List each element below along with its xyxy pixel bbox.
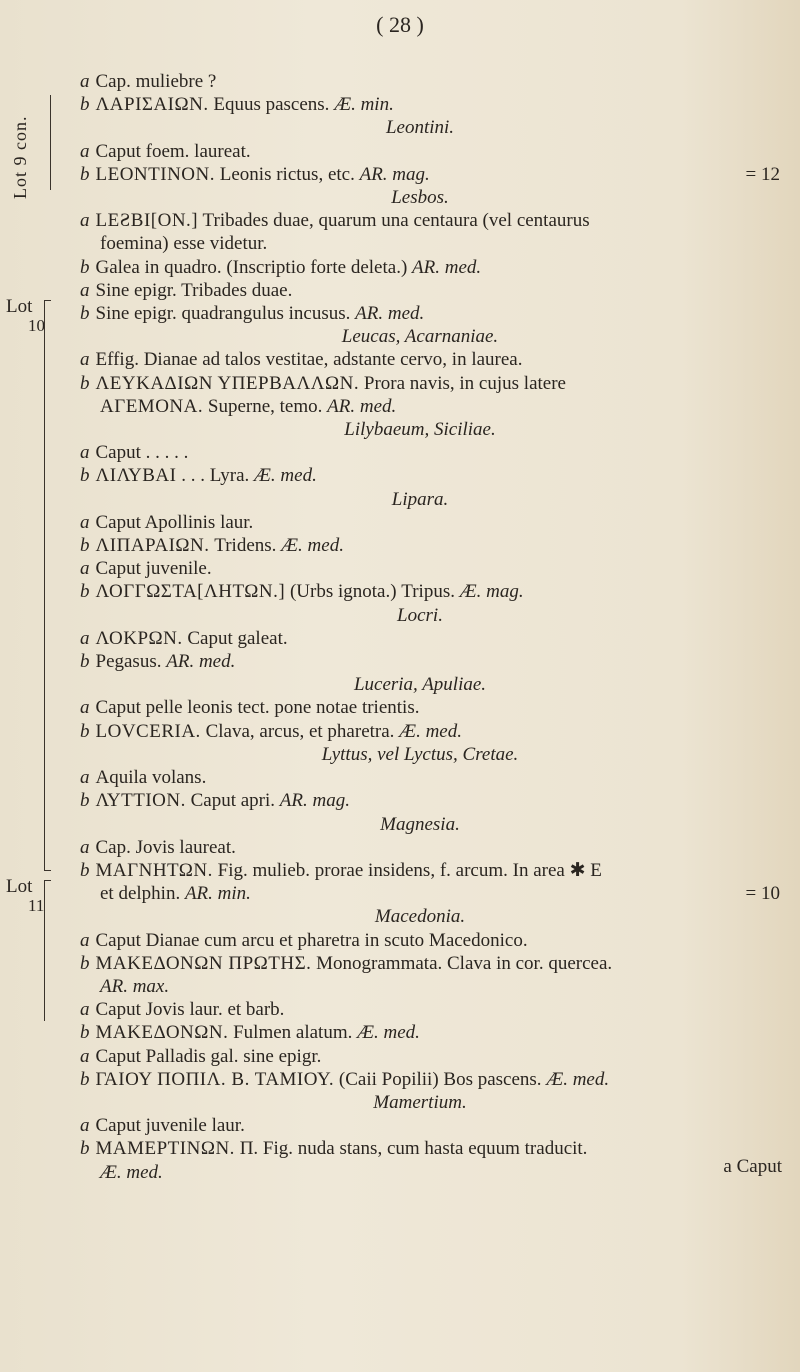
section-heading: Lyttus, vel Lyctus, Cretae.: [321, 743, 519, 765]
description: Leonis rictus, etc.: [215, 163, 360, 185]
entry-side-label: b: [80, 303, 90, 325]
entry-side-label: b: [80, 94, 90, 116]
description: (Caii Popilii) Bos pascens.: [334, 1068, 547, 1090]
description: Monogrammata. Clava in cor. quercea.: [311, 952, 613, 974]
entry-continuation: [60, 975, 780, 998]
lot-bracket: [44, 300, 51, 851]
metal-size: AR. min.: [184, 883, 251, 905]
description: Cap. Jovis laureat.: [95, 836, 236, 858]
inscription: ΛΑΡΙΣΑΙΩΝ.: [95, 94, 209, 116]
coin-entry: [60, 650, 780, 673]
description: Caput juvenile.: [95, 558, 212, 580]
metal-size: Æ. med.: [546, 1068, 610, 1090]
entry-side-label: a: [80, 140, 90, 162]
coin-count: = 10: [745, 883, 780, 905]
description: Prora navis, in cujus latere: [359, 372, 566, 394]
coin-entry: [60, 766, 780, 789]
description: Caput juvenile laur.: [95, 1115, 245, 1137]
entry-side-label: a: [80, 697, 90, 719]
entry-side-label: a: [80, 349, 90, 371]
metal-size: AR. med.: [327, 395, 397, 417]
coin-entry: [60, 372, 780, 395]
entry-side-label: a: [80, 558, 90, 580]
entry-side-label: b: [80, 1138, 90, 1160]
coin-entry: [60, 952, 780, 975]
coin-entry: [60, 441, 780, 464]
description: Clava, arcus, et pharetra.: [200, 720, 400, 742]
inscription: ΓΑΙΟΥ ΠΟΠΙΛ. Β. ΤΑΜΙΟΥ.: [95, 1068, 335, 1090]
entry-continuation: [60, 882, 780, 905]
lot-number: 11: [28, 896, 45, 915]
section-heading: Luceria, Apuliae.: [353, 674, 487, 696]
inscription: ΜΑΚΕΔΟΝΩΝ.: [95, 1022, 229, 1044]
entry-side-label: a: [80, 71, 90, 92]
metal-size: Æ. med.: [281, 535, 344, 557]
section-heading: Locri.: [397, 604, 443, 626]
entry-side-label: b: [80, 465, 90, 487]
entry-side-label: a: [80, 929, 90, 951]
inscription: ΛΕΥΚΑΔΙΩΝ ΥΠΕΡΒΑΛΛΩΝ.: [95, 372, 360, 394]
description: Caput Apollinis laur.: [95, 511, 254, 533]
entry-side-label: b: [80, 535, 90, 557]
description: (Urbs ignota.) Tripus.: [285, 581, 460, 603]
coin-entry: [60, 256, 780, 279]
coin-entry: [60, 1021, 780, 1044]
entry-side-label: a: [80, 511, 90, 533]
description: Pegasus.: [95, 651, 167, 673]
metal-size: AR. mag.: [359, 163, 430, 185]
coin-entry: [60, 279, 780, 302]
inscription: LEONTINON.: [95, 163, 216, 185]
section-heading: Lilybaeum, Siciliae.: [344, 419, 496, 441]
description: et delphin.: [100, 883, 185, 905]
entry-side-label: a: [80, 279, 90, 301]
entry-side-label: b: [80, 859, 90, 881]
lot-marker: [6, 297, 45, 335]
metal-size: AR. med.: [355, 303, 425, 325]
description: Sine epigr. Tribades duae.: [95, 279, 293, 301]
coin-entry: [60, 464, 780, 487]
coin-entry: [60, 720, 780, 743]
inscription: ΛΟΓΓΩΣΤΑ[ΛΗΤΩΝ.]: [95, 581, 286, 603]
coin-entry: [60, 209, 780, 232]
entry-side-label: b: [80, 790, 90, 812]
lot-marker: [6, 877, 44, 915]
inscription: LEƧBI[ON.]: [95, 210, 199, 232]
entry-continuation: [60, 1161, 780, 1184]
inscription: ΛΙΛΥΒΑΙ: [95, 465, 177, 487]
section-heading: Lipara.: [391, 488, 449, 510]
description: Effig. Dianae ad talos vestitae, adstante cervo, in laurea.: [95, 349, 523, 371]
entry-side-label: a: [80, 627, 90, 649]
coin-entry: [60, 998, 780, 1021]
metal-size: AR. med.: [412, 256, 482, 278]
coin-entry: [60, 1045, 780, 1068]
description: Caput galeat.: [182, 627, 288, 649]
description: Equus pascens.: [208, 94, 335, 116]
coin-entry: [60, 534, 780, 557]
coin-entry: [60, 1137, 780, 1160]
description: Caput Jovis laur. et barb.: [95, 999, 285, 1021]
description: Aquila volans.: [95, 767, 207, 789]
entry-side-label: b: [80, 651, 90, 673]
group-bracket: [50, 95, 51, 190]
metal-size: Æ. med.: [357, 1022, 420, 1044]
entry-continuation: [60, 395, 780, 418]
inscription: ΛΥΤΤΙΟΝ.: [95, 790, 186, 812]
entry-side-label: b: [80, 1068, 90, 1090]
side-note: Lot 9 con.: [10, 115, 30, 199]
coin-entry: [60, 348, 780, 371]
description: Fulmen alatum.: [228, 1022, 358, 1044]
inscription: ΑΓΕΜΟΝΑ.: [100, 395, 204, 417]
description: Caput Palladis gal. sine epigr.: [95, 1045, 322, 1067]
description: Superne, temo.: [203, 395, 328, 417]
entry-side-label: b: [80, 720, 90, 742]
coin-entry: [60, 859, 780, 882]
entry-side-label: b: [80, 952, 90, 974]
inscription: LOVCERIA.: [95, 720, 201, 742]
metal-size: Æ. mag.: [459, 581, 524, 603]
entry-side-label: b: [80, 163, 90, 185]
metal-size: AR. mag.: [279, 790, 350, 812]
lot-label: Lot: [6, 876, 33, 897]
coin-entry: [60, 93, 780, 116]
section-heading: Mamertium.: [373, 1091, 467, 1113]
metal-size: Æ. med.: [254, 465, 317, 487]
description: Sine epigr. quadrangulus incusus.: [95, 303, 356, 325]
coin-count: = 12: [745, 163, 780, 185]
entry-side-label: a: [80, 442, 90, 464]
entry-continuation: [60, 232, 780, 255]
lot-bracket-end: [44, 850, 51, 871]
inscription: ΜΑΚΕΔΟΝΩΝ ΠΡΩΤΗΣ.: [95, 952, 312, 974]
description: Tribades duae, quarum una centaura (vel centaurus: [198, 210, 590, 232]
description: Caput pelle leonis tect. pone notae trientis.: [95, 697, 420, 719]
coin-entry: [60, 140, 780, 163]
lot-label: Lot: [6, 296, 33, 317]
coin-entry: [60, 163, 780, 186]
metal-size: Æ. med.: [399, 720, 462, 742]
entry-side-label: b: [80, 256, 90, 278]
lot-bracket: [44, 880, 51, 1021]
catalogue-text: [60, 70, 780, 1184]
coin-entry: [60, 627, 780, 650]
metal-size: Æ. min.: [334, 94, 394, 116]
entry-side-label: a: [80, 1045, 90, 1067]
description: Caput apri.: [185, 790, 280, 812]
metal-size: AR. med.: [166, 651, 236, 673]
section-heading: Leontini.: [385, 117, 455, 139]
section-heading: Macedonia.: [374, 906, 466, 928]
description: . . . Lyra.: [176, 465, 255, 487]
description: Caput foem. laureat.: [95, 140, 251, 162]
entry-side-label: b: [80, 1022, 90, 1044]
page-number: ( 28 ): [376, 12, 424, 37]
coin-entry: [60, 557, 780, 580]
coin-entry: [60, 511, 780, 534]
description: Caput Dianae cum arcu et pharetra in scuto Macedonico.: [95, 929, 528, 951]
inscription: ΜΑΓΝΗΤΩΝ.: [95, 859, 213, 881]
coin-entry: [60, 70, 780, 93]
entry-side-label: a: [80, 767, 90, 789]
coin-entry: [60, 580, 780, 603]
coin-entry: [60, 696, 780, 719]
coin-entry: [60, 302, 780, 325]
entry-side-label: a: [80, 210, 90, 232]
inscription: ΛΟΚΡΩΝ.: [95, 627, 183, 649]
entry-side-label: a: [80, 836, 90, 858]
inscription: ΛΙΠΑΡΑΙΩΝ.: [95, 535, 210, 557]
section-heading: Lesbos.: [391, 187, 449, 209]
description: Fig. mulieb. prorae insidens, f. arcum. In area ✱ E: [212, 859, 602, 881]
lot-number: 10: [28, 316, 45, 335]
coin-entry: [60, 929, 780, 952]
metal-size: Æ. med.: [100, 1161, 163, 1183]
entry-side-label: a: [80, 1115, 90, 1137]
catchword: a Caput: [723, 1156, 782, 1177]
entry-side-label: a: [80, 999, 90, 1021]
entry-side-label: b: [80, 581, 90, 603]
section-heading: Leucas, Acarnaniae.: [341, 326, 499, 348]
description: Caput . . . . .: [95, 442, 189, 464]
metal-size: AR. max.: [100, 975, 170, 997]
section-heading: Magnesia.: [380, 813, 460, 835]
inscription: ΜΑΜΕΡΤΙΝΩΝ.: [95, 1138, 235, 1160]
coin-entry: [60, 836, 780, 859]
coin-entry: [60, 789, 780, 812]
description: Tridens.: [209, 535, 282, 557]
entry-side-label: b: [80, 372, 90, 394]
coin-entry: [60, 1114, 780, 1137]
description: Galea in quadro. (Inscriptio forte deleta.): [95, 256, 413, 278]
description: foemina) esse videtur.: [100, 233, 268, 255]
description: Π. Fig. nuda stans, cum hasta equum traducit.: [234, 1138, 588, 1160]
coin-entry: [60, 1068, 780, 1091]
description: Cap. muliebre ?: [95, 71, 217, 92]
